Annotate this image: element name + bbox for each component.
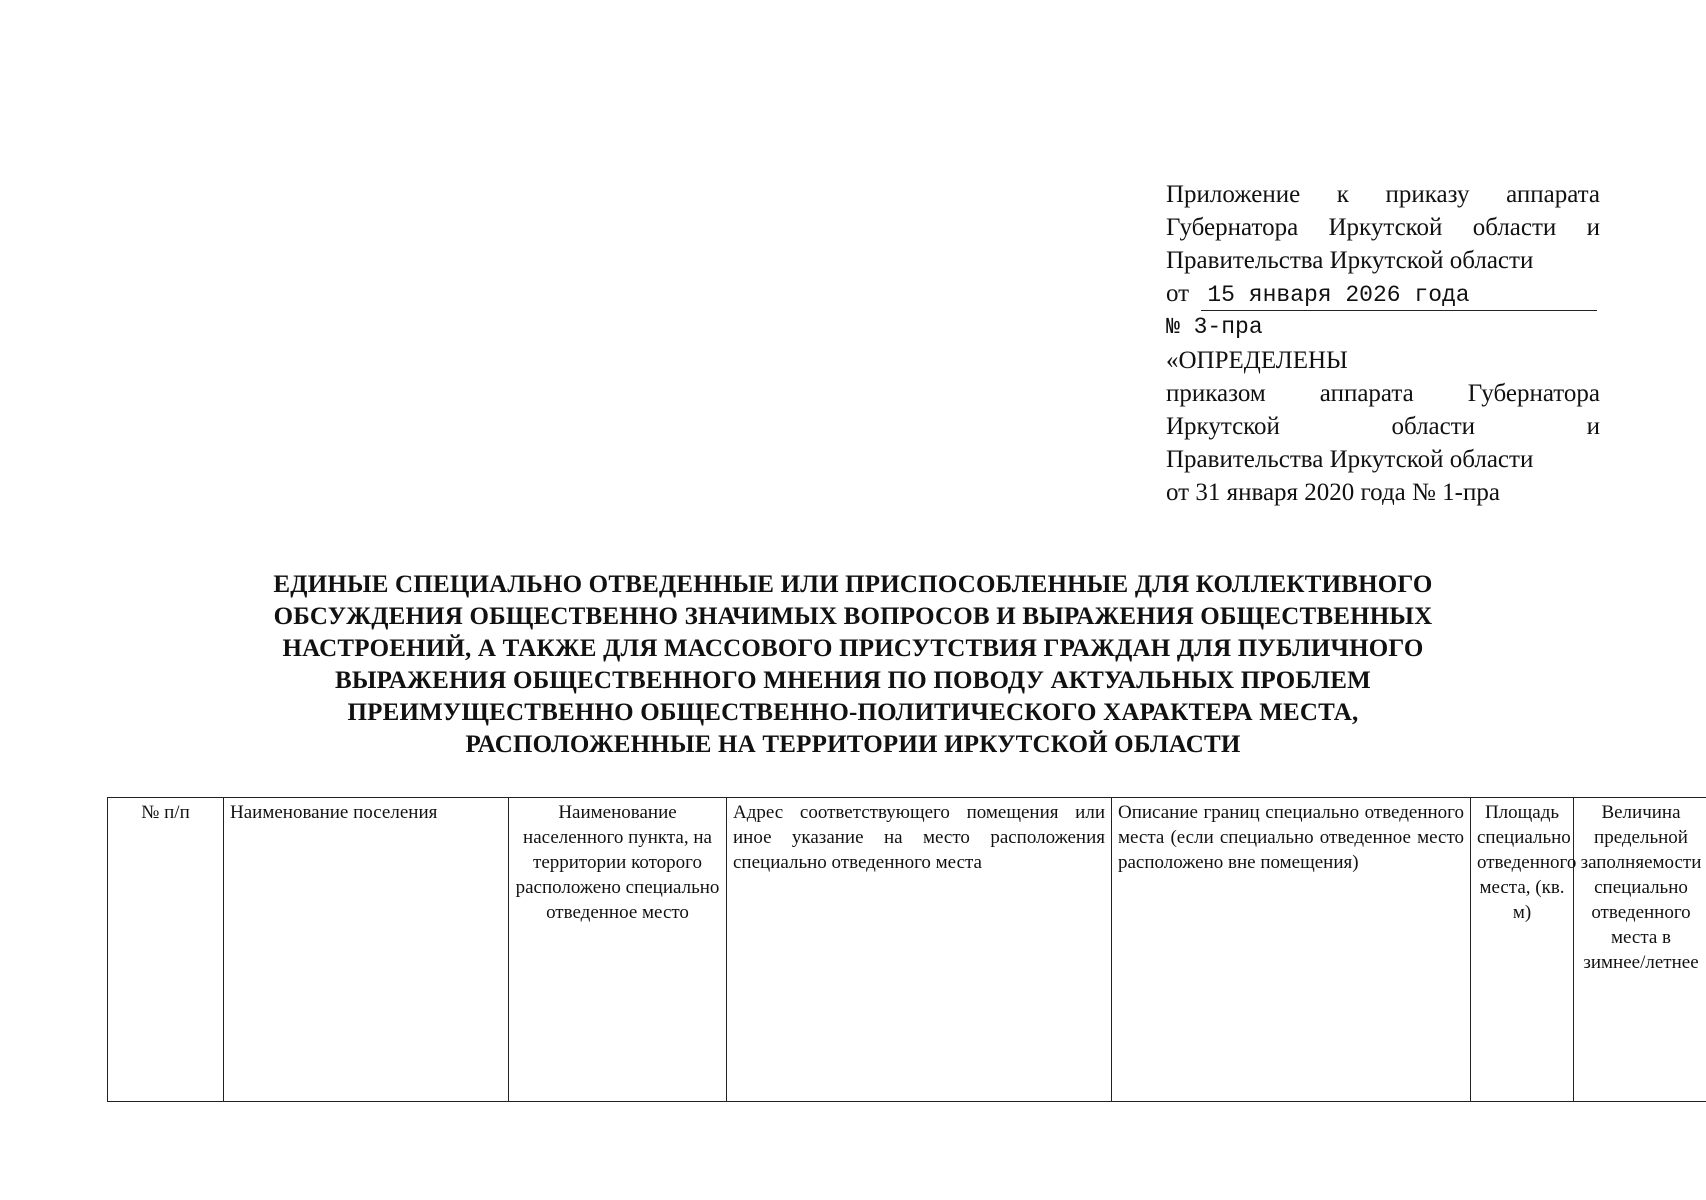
title-line: ПРЕИМУЩЕСТВЕННО ОБЩЕСТВЕННО-ПОЛИТИЧЕСКОГО ХАРАКТЕРА МЕСТА,	[347, 699, 1359, 726]
determined-line: от 31 января 2020 года № 1-пра	[1166, 479, 1500, 506]
title-line: ЕДИНЫЕ СПЕЦИАЛЬНО ОТВЕДЕННЫЕ ИЛИ ПРИСПОСОБЛЕННЫЕ ДЛЯ КОЛЛЕКТИВНОГО	[273, 571, 1433, 598]
header-number: № п/п	[108, 798, 224, 1102]
title-line: ОБСУЖДЕНИЯ ОБЩЕСТВЕННО ЗНАЧИМЫХ ВОПРОСОВ И ВЫРАЖЕНИЯ ОБЩЕСТВЕННЫХ	[273, 603, 1433, 630]
header-area: Площадь специально отведенного места, (кв. м)	[1471, 798, 1574, 1102]
appendix-block	[1166, 178, 1600, 509]
determined-line: Иркутской области и	[1166, 413, 1600, 440]
appendix-date-line	[1166, 277, 1600, 311]
appendix-line: Губернатора Иркутской области и	[1166, 214, 1600, 241]
table-header-row	[108, 798, 1706, 1102]
document-title	[120, 569, 1586, 761]
date-prefix: от	[1166, 280, 1190, 307]
determined-line: Правительства Иркутской области	[1166, 446, 1534, 473]
places-table	[107, 797, 1706, 1102]
appendix-line: Правительства Иркутской области	[1166, 247, 1534, 274]
date-field: 15 января 2026 года	[1201, 280, 1597, 311]
header-boundaries: Описание границ специально отведенного места (если специально отведенное место расположено вне помещения)	[1112, 798, 1471, 1102]
header-locality: Наименование населенного пункта, на территории которого расположено специально отведенное место	[509, 798, 727, 1102]
determined-label: «ОПРЕДЕЛЕНЫ	[1166, 347, 1348, 374]
title-line: РАСПОЛОЖЕННЫЕ НА ТЕРРИТОРИИ ИРКУТСКОЙ ОБЛАСТИ	[465, 731, 1241, 758]
appendix-line: Приложение к приказу аппарата	[1166, 181, 1600, 208]
header-address: Адрес соответствующего помещения или иное указание на место расположения специально отведенного места	[727, 798, 1112, 1102]
order-number: № 3-пра	[1166, 314, 1263, 340]
title-line: ВЫРАЖЕНИЯ ОБЩЕСТВЕННОГО МНЕНИЯ ПО ПОВОДУ АКТУАЛЬНЫХ ПРОБЛЕМ	[335, 667, 1371, 694]
determined-line: приказом аппарата Губернатора	[1166, 380, 1600, 407]
header-settlement: Наименование поселения	[224, 798, 509, 1102]
header-capacity: Величина предельной заполняемости специально отведенного места в зимнее/летнее	[1574, 798, 1706, 1102]
title-line: НАСТРОЕНИЙ, А ТАКЖЕ ДЛЯ МАССОВОГО ПРИСУТСТВИЯ ГРАЖДАН ДЛЯ ПУБЛИЧНОГО	[282, 635, 1424, 662]
